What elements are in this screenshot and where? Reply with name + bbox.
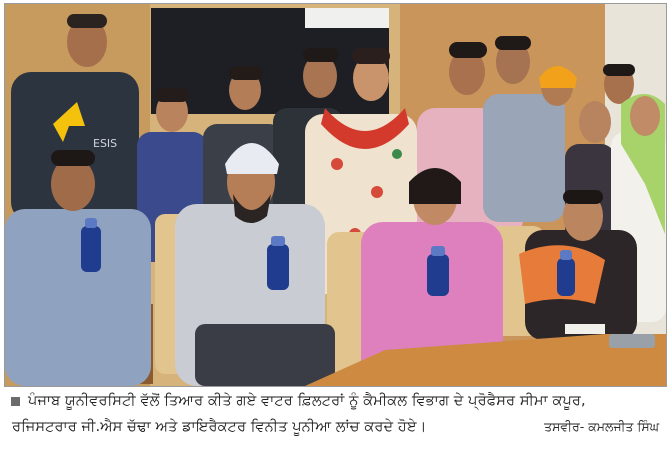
ceiling-light xyxy=(305,8,389,28)
caption-line-2: ਰਜਿਸਟਰਾਰ ਜੀ.ਐਸ ਚੱਢਾ ਅਤੇ ਡਾਇਰੈਕਟਰ ਵਿਨੀਤ ਪੂਨੀਆ ਲਾਂਚ ਕਰਦੇ ਹੋਏ। xyxy=(12,419,427,435)
caption-line-1: ਪੰਜਾਬ ਯੂਨੀਵਰਸਿਟੀ ਵੱਲੋਂ ਤਿਆਰ ਕੀਤੇ ਗਏ ਵਾਟਰ ਫ਼ਿਲਟਰਾਂ ਨੂੰ ਕੈਮੀਕਲ ਵਿਭਾਗ ਦੇ ਪ੍ਰੋਫੈਸਰ ਸੀਮਾ ਕਪੂਰ, xyxy=(28,393,586,409)
caption-bullet xyxy=(11,397,20,406)
group-photo-illustration xyxy=(5,4,666,386)
photo-credit: ਤਸਵੀਰ- ਕਮਲਜੀਤ ਸਿੰਘ xyxy=(544,419,659,434)
paper-on-table xyxy=(565,324,605,334)
news-photo xyxy=(4,3,667,387)
phone-on-table xyxy=(609,334,655,348)
tshirt-print: ESIS xyxy=(93,137,118,150)
photo-caption xyxy=(4,389,667,451)
